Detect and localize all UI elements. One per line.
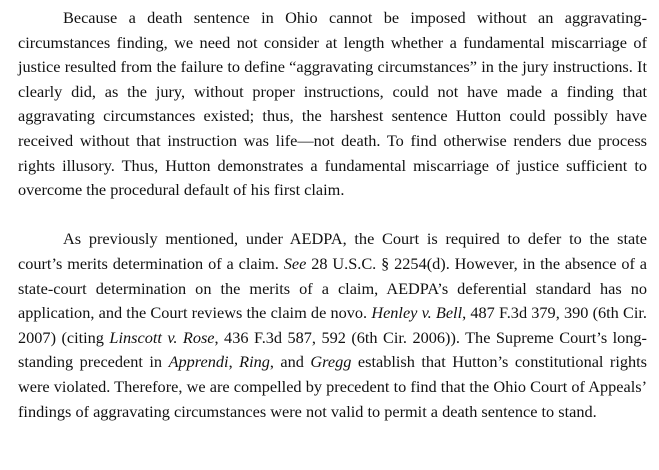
paragraph-aedpa-standard xyxy=(18,227,647,424)
case-name-gregg: Gregg xyxy=(310,352,352,372)
text-run: , 436 F.3d 587, 592 (6th Cir. 2006)). The Supreme Court’s long-standing precedent in xyxy=(18,327,647,372)
text-run: 28 U.S.C. § 2254(d). However, in the absence of a state-court determination on the merits of a claim, AEDPA’s deferential standard has no application, and the Court reviews the claim de novo. xyxy=(18,253,647,323)
text-run: Because a death sentence in Ohio cannot be imposed without an aggravating-circumstances finding, we need not consider at length whether a fundamental miscarriage of justice resulted from the failure to define “aggravating circumstances” in the jury instructions. It clearly did, as the jury, without proper instructions, could not have made a finding that aggravating circumstances existed; thus, the harshest sentence Hutton could possibly have received without that instruction was life—not death. To find otherwise renders due process rights illusory. Thus, Hutton demonstrates a fundamental miscarriage of justice sufficient to overcome the procedural default of his first claim. xyxy=(18,8,647,200)
text-run: establish that Hutton’s constitutional rights were violated. Therefore, we are compelled by precedent to find that the Ohio Court of Appeals’ findings of aggravating circumstances were not valid to permit a death sentence to stand. xyxy=(18,352,648,421)
paragraph-miscarriage-of-justice xyxy=(18,6,647,203)
case-name-linscott: Linscott v. Rose xyxy=(109,327,215,347)
text-run: As previously mentioned, under AEDPA, the Court is required to defer to the state court’s merits determination of a claim. xyxy=(18,229,647,273)
signal-see: See xyxy=(283,253,307,273)
text-run: , xyxy=(228,352,240,372)
case-name-henley: Henley v. Bell xyxy=(371,303,463,323)
text-run: , and xyxy=(269,352,311,372)
case-name-apprendi: Apprendi xyxy=(168,352,229,372)
text-run: , 487 F.3d 379, 390 (6th Cir. 2007) (citing xyxy=(18,303,647,347)
case-name-ring: Ring xyxy=(239,352,270,372)
